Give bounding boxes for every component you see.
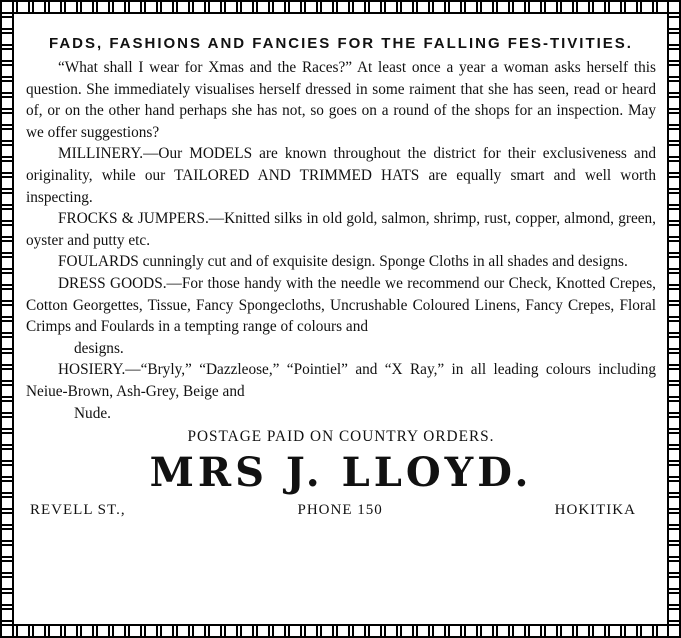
phone-number: PHONE 150 xyxy=(297,502,383,519)
address-line xyxy=(26,502,656,519)
ad-body xyxy=(26,57,656,424)
frocks-paragraph: FROCKS & JUMPERS.—Knitted silks in old gold, salmon, shrimp, rust, copper, almond, green, oyster and putty etc. xyxy=(26,210,656,249)
border-top xyxy=(0,0,681,14)
foulards-paragraph: FOULARDS cunningly cut and of exquisite design. Sponge Cloths in all shades and designs. xyxy=(58,253,628,271)
border-bottom xyxy=(0,624,681,638)
hosiery-paragraph: HOSIERY.—“Bryly,” “Dazzleose,” “Pointiel” and “X Ray,” in all leading colours including Neiue-Brown, Ash-Grey, Beige and xyxy=(26,361,656,400)
street-address: REVELL ST., xyxy=(30,502,126,519)
border-right xyxy=(667,0,681,638)
merchant-name: MRS J. LLOYD. xyxy=(149,449,533,497)
postage-notice: POSTAGE PAID ON COUNTRY ORDERS. xyxy=(187,428,495,446)
dress-goods-paragraph: DRESS GOODS.—For those handy with the needle we recommend our Check, Knotted Crepes, Cotton Georgettes, Tissue, Fancy Spongecloths, Uncrushable Coloured Linens, Fancy Crepes, Floral Crimps and Foulards in a tempting range of colours and xyxy=(26,274,656,336)
millinery-paragraph: MILLINERY.—Our MODELS are known throughout the district for their exclusiveness and originality, while our TAILORED AND TRIMMED HATS are equally smart and well worth inspecting. xyxy=(26,145,656,206)
intro-paragraph: “What shall I wear for Xmas and the Races?” At least once a year a woman asks herself this question. She immediately visualises herself dressed in some raiment that she has seen, read or heard of, or on the other hand perhaps she has not, so goes on a round of the shops for an inspection. May we offer suggestions? xyxy=(26,59,656,141)
town-name: HOKITIKA xyxy=(554,502,636,519)
border-left xyxy=(0,0,14,638)
advertisement xyxy=(26,28,656,614)
dress-goods-continuation: designs. xyxy=(74,339,124,357)
hosiery-continuation: Nude. xyxy=(74,404,111,422)
headline: FADS, FASHIONS AND FANCIES FOR THE FALLING FES-TIVITIES. xyxy=(49,35,633,52)
